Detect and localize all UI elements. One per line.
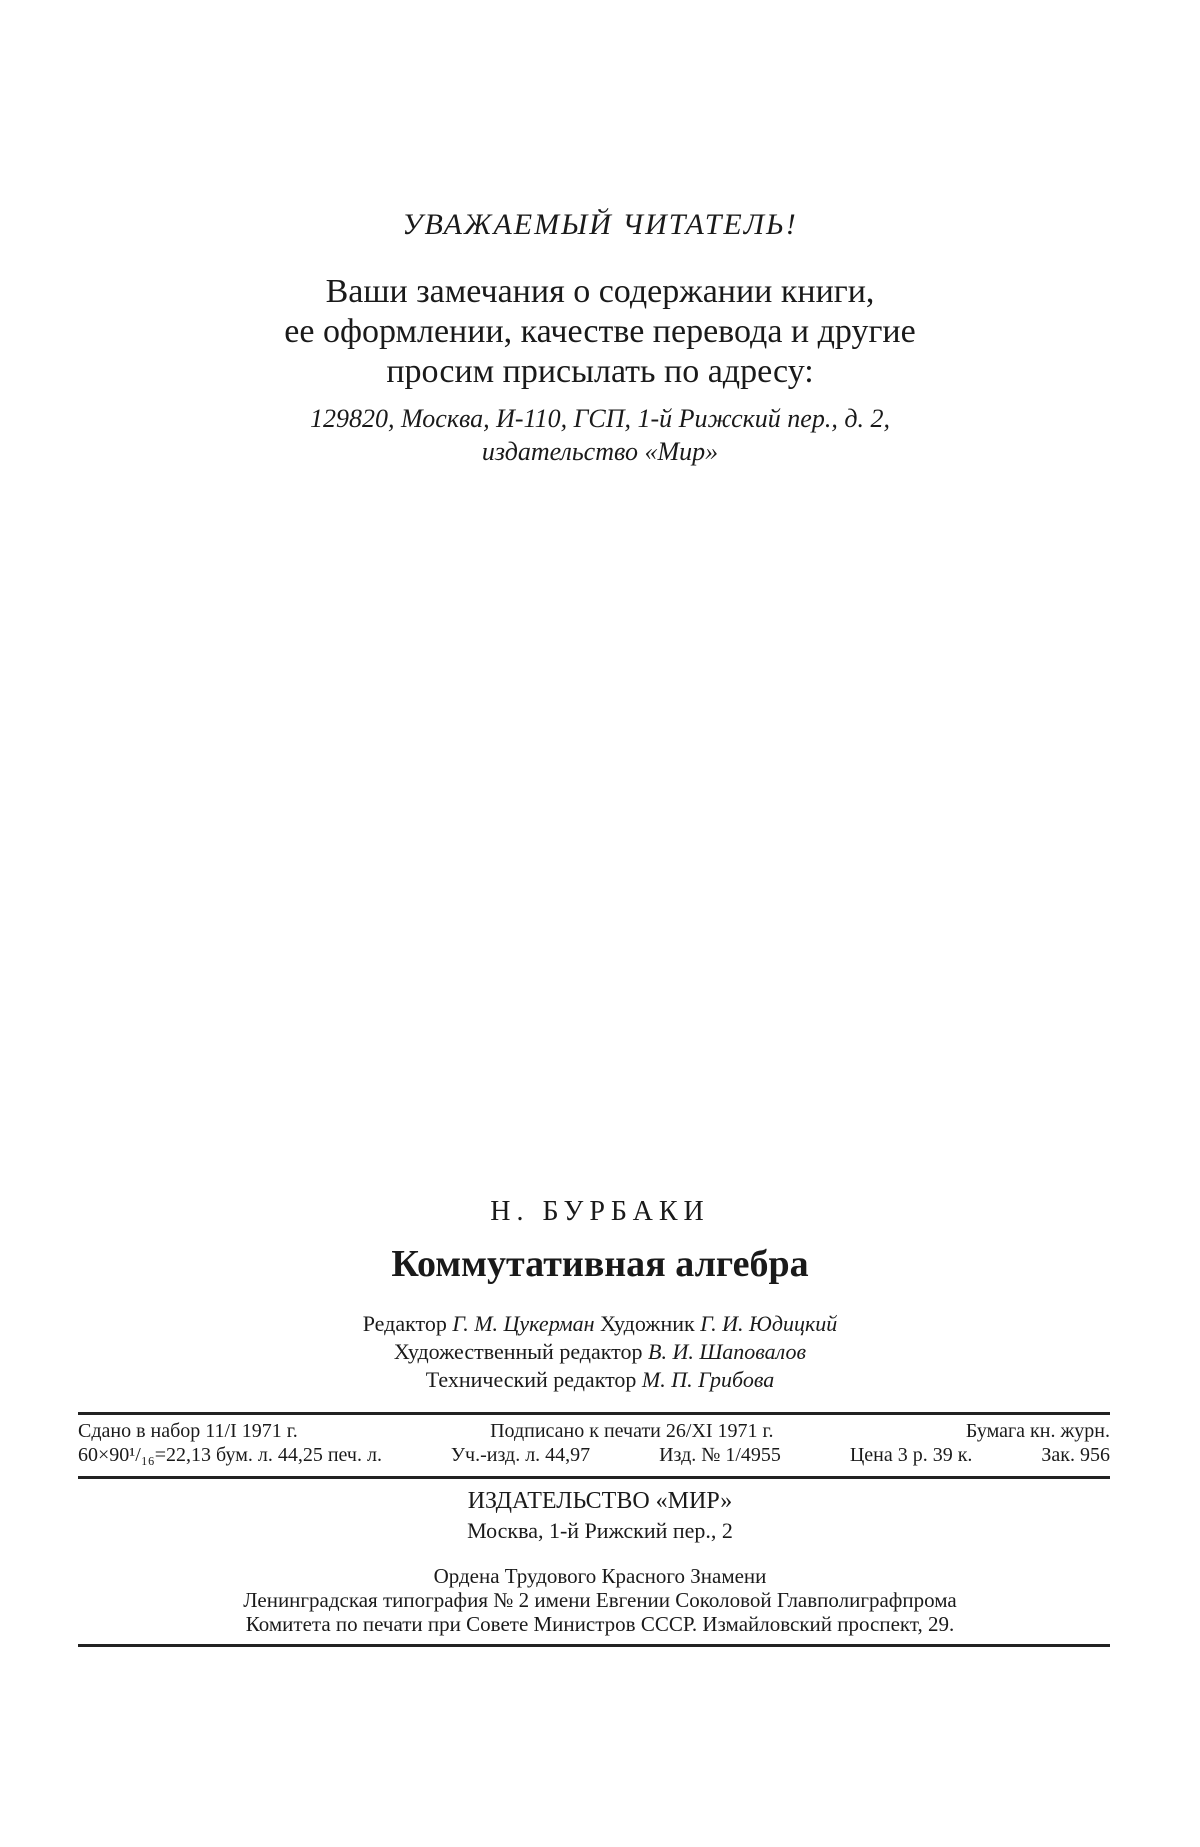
printer-line-2: Ленинградская типография № 2 имени Евгении Соколовой Главполиграфпрома xyxy=(243,1588,957,1612)
publisher-address: Москва, 1-й Рижский пер., 2 xyxy=(467,1518,733,1543)
request-line-3: просим присылать по адресу: xyxy=(386,353,814,390)
format: 60×90¹/₁₆=22,13 бум. л. 44,25 печ. л. xyxy=(78,1444,382,1466)
edition-number: Изд. № 1/4955 xyxy=(659,1444,781,1466)
editor-name: Г. М. Цукерман xyxy=(452,1311,595,1336)
divider-bottom xyxy=(78,1644,1110,1647)
book-author: Н. БУРБАКИ xyxy=(490,1196,710,1227)
art-editor-name: В. И. Шаповалов xyxy=(648,1339,807,1364)
printer-line-1: Ордена Трудового Красного Знамени xyxy=(433,1564,767,1588)
imprint-line-1 xyxy=(78,1420,1110,1443)
edition-sheets: Уч.-изд. л. 44,97 xyxy=(450,1444,591,1466)
credits-line-3 xyxy=(0,1366,1200,1394)
credits-line-2 xyxy=(0,1338,1200,1366)
divider-top xyxy=(78,1412,1110,1415)
request-line-1: Ваши замечания о содержании книги, xyxy=(325,273,875,310)
signed-date: Подписано к печати 26/XI 1971 г. xyxy=(490,1420,774,1442)
price: Цена 3 р. 39 к. xyxy=(849,1444,973,1466)
order-number: Зак. 956 xyxy=(1041,1444,1110,1466)
divider-middle xyxy=(78,1476,1110,1479)
request-line-2: ее оформлении, качестве перевода и другие xyxy=(284,313,916,350)
tech-editor-name: М. П. Грибова xyxy=(641,1367,775,1392)
address-line-1: 129820, Москва, И-110, ГСП, 1-й Рижский пер., д. 2, xyxy=(310,404,890,433)
artist-label: Художник xyxy=(600,1311,695,1336)
paper-type: Бумага кн. журн. xyxy=(965,1420,1110,1442)
credits-line-1 xyxy=(0,1310,1200,1338)
art-editor-label: Художественный редактор xyxy=(393,1339,643,1364)
typeset-date: Сдано в набор 11/I 1971 г. xyxy=(78,1420,298,1442)
tech-editor-label: Технический редактор xyxy=(425,1367,637,1392)
address-line-2: издательство «Мир» xyxy=(481,437,719,466)
book-title: Коммутативная алгебра xyxy=(391,1243,809,1285)
imprint-line-2 xyxy=(78,1444,1110,1467)
printer-line-3: Комитета по печати при Совете Министров СССР. Измайловский проспект, 29. xyxy=(245,1612,955,1636)
editor-label: Редактор xyxy=(362,1311,447,1336)
reader-notice-heading: УВАЖАЕМЫЙ ЧИТАТЕЛЬ! xyxy=(402,208,798,241)
artist-name: Г. И. Юдицкий xyxy=(700,1311,838,1336)
publisher-name: ИЗДАТЕЛЬСТВО «МИР» xyxy=(467,1488,733,1514)
